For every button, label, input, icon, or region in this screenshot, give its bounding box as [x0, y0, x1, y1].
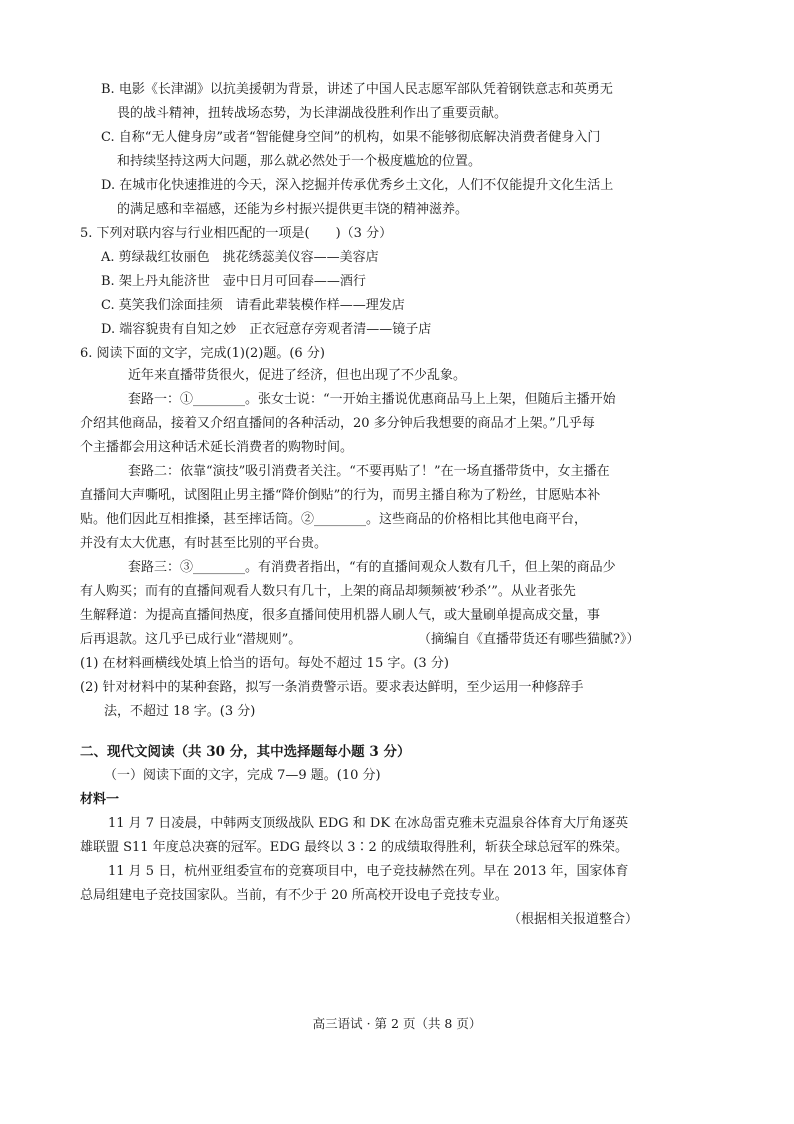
q4-option-d-line2: 的满足感和幸福感，还能为乡村振兴提供更丰饶的精神滋养。	[117, 202, 469, 217]
q6-passage-line: 后再退款。这几乎已成行业“潜规则”。	[80, 632, 302, 647]
q6-passage-line: 近年来直播带货很火，促进了经济，但也出现了不少乱象。	[128, 368, 467, 383]
q4-option-c-line1: C. 自称“无人健身房”或者“智能健身空间”的机构，如果不能够彻底解决消费者健身入门	[101, 130, 601, 145]
material-source: （根据相关报道整合）	[507, 912, 638, 927]
q6-passage-line: 直播间大声嘶吼，试图阻止男主播“降价倒贴”的行为，而男主播自称为了粉丝，甘愿贴本补	[80, 488, 601, 503]
material-para-line: 11 月 5 日，杭州亚组委宣布的竞赛项目中，电子竞技赫然在列。早在 2013 年，国家体育	[108, 864, 629, 879]
q6-stem: 6. 阅读下面的文字，完成(1)(2)题。(6 分)	[80, 346, 325, 361]
q6-passage-line: 并没有太大优惠，有时甚至比别的平台贵。	[80, 536, 328, 551]
section2-title: 二、现代文阅读（共 30 分，其中选择题每小题 3 分）	[80, 744, 411, 760]
q6-sub2-line1: (2) 针对材料中的某种套路，拟写一条消费警示语。要求表达鲜明，至少运用一种修辞手	[80, 680, 584, 695]
q5-option-a: A. 剪绿裁红妆丽色 挑花绣蕊美仪容——美容店	[101, 250, 379, 265]
section2-subtitle: （一）阅读下面的文字，完成 7—9 题。(10 分)	[104, 768, 381, 783]
material-heading: 材料一	[80, 792, 120, 807]
q5-stem: 5. 下列对联内容与行业相匹配的一项是( )（3 分）	[80, 226, 393, 241]
q6-passage-line: 套路一：①________。张女士说：“一开始主播说优惠商品马上上架，但随后主播开始	[128, 392, 616, 407]
q6-passage-line: 套路三：③________。有消费者指出，“有的直播间观众人数有几千，但上架的商品少	[128, 560, 616, 575]
q4-option-c-line2: 和持续坚持这两大问题，那么就必然处于一个极度尴尬的位置。	[117, 154, 482, 169]
q6-passage-line: 介绍其他商品，接着又介绍直播间的各种活动，20 多分钟后我想要的商品才上架。”几乎每	[80, 416, 595, 431]
material-para-line: 11 月 7 日凌晨，中韩两支顶级战队 EDG 和 DK 在冰岛雷克雅未克温泉谷体育大厅角逐英	[108, 816, 629, 831]
q5-option-d: D. 端容貌贵有自知之妙 正衣冠意存旁观者清——镜子店	[101, 322, 432, 337]
q6-passage-line: 贴。他们因此互相推搡，甚至摔话筒。②________。这些商品的价格相比其他电商平台，	[80, 512, 588, 527]
material-para-line: 雄联盟 S11 年度总决赛的冠军。EDG 最终以 3∶2 的成绩取得胜利，斩获全球总冠军的殊荣。	[80, 840, 628, 855]
q6-passage-line: 个主播都会用这种话术延长消费者的购物时间。	[80, 440, 354, 455]
q6-sub1: (1) 在材料画横线处填上恰当的语句。每处不超过 15 字。(3 分)	[80, 656, 449, 671]
page-footer: 高三语试 · 第 2 页（共 8 页）	[312, 1016, 482, 1031]
q6-passage-line: 有人购买；而有的直播间观看人数只有几十，上架的商品却频频被‘秒杀’”。从业者张先	[80, 584, 576, 599]
q4-option-d-line1: D. 在城市化快速推进的今天，深入挖掘并传承优秀乡土文化，人们不仅能提升文化生活上	[101, 178, 614, 193]
q4-option-b-line2: 畏的战斗精神，扭转战场态势，为长津湖战役胜利作出了重要贡献。	[117, 106, 508, 121]
material-para-line: 总局组建电子竞技国家队。当前，有不少于 20 所高校开设电子竞技专业。	[80, 888, 508, 903]
q6-source: （摘编自《直播带货还有哪些猫腻?》）	[418, 632, 640, 647]
q6-sub2-line2: 法，不超过 18 字。(3 分)	[104, 704, 256, 719]
q5-option-b: B. 架上丹丸能济世 壶中日月可回春——酒行	[101, 274, 366, 289]
q4-option-b-line1: B. 电影《长津湖》以抗美援朝为背景，讲述了中国人民志愿军部队凭着钢铁意志和英勇无	[101, 82, 613, 97]
q5-option-c: C. 莫笑我们涂面挂须 请看此辈装模作样——理发店	[101, 298, 405, 313]
q6-passage-line: 生解释道：为提高直播间热度，很多直播间使用机器人刷人气，或大量刷单提高成交量，事	[80, 608, 601, 623]
q6-passage-line: 套路二：依靠“演技”吸引消费者关注。“不要再贴了！”在一场直播带货中，女主播在	[128, 464, 610, 479]
